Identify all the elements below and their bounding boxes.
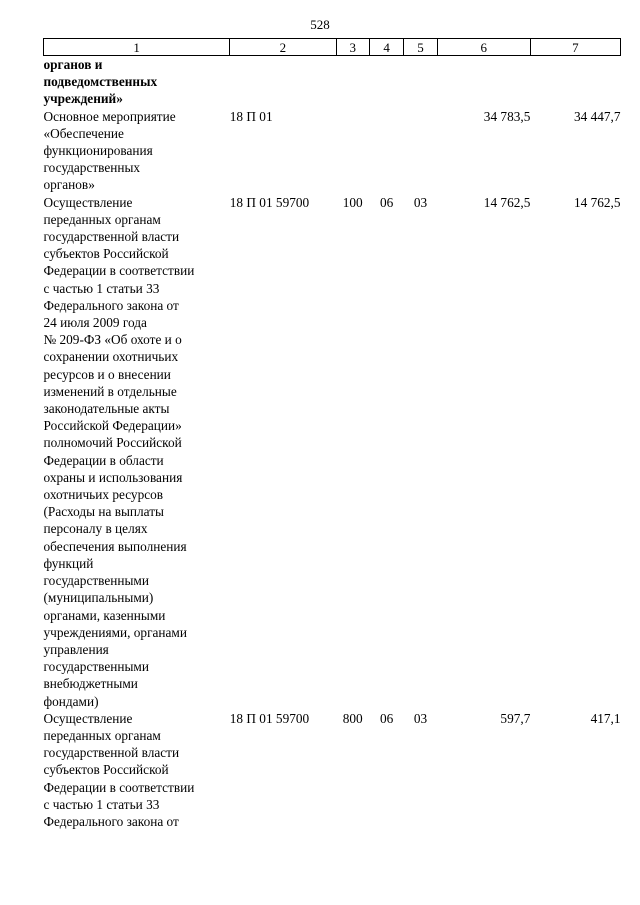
row-description: Осуществление переданных органам государственной власти субъектов Российской Федерации в соответствии с частью 1 статьи 33 Федерального закона от	[43, 710, 195, 829]
row-expense-type	[336, 56, 369, 108]
row-amount-7	[530, 56, 620, 108]
row-section: 06	[379, 710, 394, 726]
table-body	[44, 56, 621, 831]
table-row	[44, 108, 621, 194]
column-header-5: 5	[404, 39, 437, 56]
row-subsection: 03	[413, 710, 428, 726]
row-amount-6: 14 762,5	[483, 194, 531, 210]
table-row	[44, 194, 621, 710]
table-header	[44, 39, 621, 56]
budget-table	[43, 38, 621, 830]
column-header-3: 3	[336, 39, 369, 56]
row-section	[369, 108, 403, 194]
row-code: 18 П 01 59700	[229, 710, 310, 726]
row-description: органов и подведомственных учреждений»	[43, 57, 158, 107]
column-header-2: 2	[230, 39, 336, 56]
row-amount-6: 597,7	[500, 710, 531, 726]
row-section: 06	[379, 194, 394, 210]
row-amount-6	[437, 56, 530, 108]
column-header-1: 1	[44, 39, 230, 56]
row-amount-6: 34 783,5	[483, 108, 531, 124]
row-section	[369, 56, 403, 108]
table-row	[44, 56, 621, 108]
row-amount-7: 14 762,5	[573, 194, 621, 210]
row-code: 18 П 01 59700	[229, 194, 310, 210]
column-header-7: 7	[530, 39, 620, 56]
row-expense-type	[336, 108, 369, 194]
row-expense-type: 100	[342, 194, 363, 210]
page-number: 528	[310, 17, 330, 32]
column-header-4: 4	[369, 39, 403, 56]
row-expense-type: 800	[342, 710, 363, 726]
row-code: 18 П 01	[229, 108, 273, 124]
column-header-6: 6	[437, 39, 530, 56]
row-amount-7: 34 447,7	[573, 108, 621, 124]
row-amount-7: 417,1	[590, 710, 621, 726]
row-subsection: 03	[413, 194, 428, 210]
row-subsection	[404, 56, 437, 108]
row-description: Осуществление переданных органам государственной власти субъектов Российской Федерации в соответствии с частью 1 статьи 33 Федерального закона от 24 июля 2009 года № 209-ФЗ «Об охоте и о сохранении охотничьих ресурсов и о внесении изменений в отдельные законодательные акты Российской Федерации» полномочий Российской Федерации в области охраны и использования охотничьих ресурсов (Расходы на выплаты персоналу в целях обеспечения выполнения функций государственными (муниципальными) органами, казенными учреждениями, органами управления государственными внебюджетными фондами)	[43, 194, 195, 709]
row-code	[230, 56, 336, 108]
header-row	[44, 39, 621, 56]
row-description: Основное мероприятие «Обеспечение функционирования государственных органов»	[43, 108, 176, 193]
row-subsection	[404, 108, 437, 194]
table-row	[44, 710, 621, 830]
